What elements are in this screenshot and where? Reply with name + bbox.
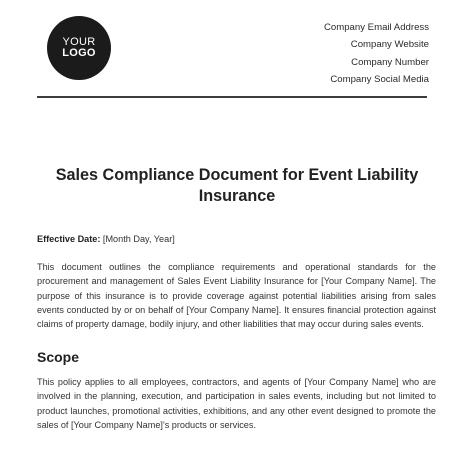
company-social-media: Company Social Media: [330, 74, 429, 86]
scope-paragraph: This policy applies to all employees, contractors, and agents of [Your Company Name] who are involved in the planning, execution, and participation in sales events, including but not limited to product launches, promotional activities, exhibitions, and any other event designed to promote the sales of [Your Company Name]'s products or services.: [37, 377, 436, 430]
intro-paragraph: This document outlines the compliance requirements and operational standards for the procurement and management of Sales Event Liability Insurance for [Your Company Name]. The purpose of this insurance is to provide coverage against potential liabilities arising from sales events conducted by or on behalf of [Your Company Name]. It ensures financial protection against claims of property damage, bodily injury, and other liabilities that may occur during sales events.: [37, 262, 436, 330]
document-header: [0, 0, 474, 100]
company-website: Company Website: [350, 39, 429, 51]
effective-date-line: [37, 232, 436, 246]
company-logo: [47, 16, 111, 80]
document-body: [37, 232, 436, 432]
logo-text-line1: YOUR: [62, 35, 96, 48]
scope-heading: Scope: [37, 349, 80, 366]
company-number: Company Number: [351, 56, 429, 68]
document-title: Sales Compliance Document for Event Liability Insurance: [55, 166, 419, 205]
company-email: Company Email Address: [323, 22, 429, 33]
header-divider: [37, 96, 427, 98]
effective-date-label: Effective Date:: [37, 234, 101, 244]
effective-date-value: [Month Day, Year]: [100, 234, 175, 244]
logo-text-line2: LOGO: [62, 47, 96, 59]
company-contact-info: [324, 19, 429, 89]
